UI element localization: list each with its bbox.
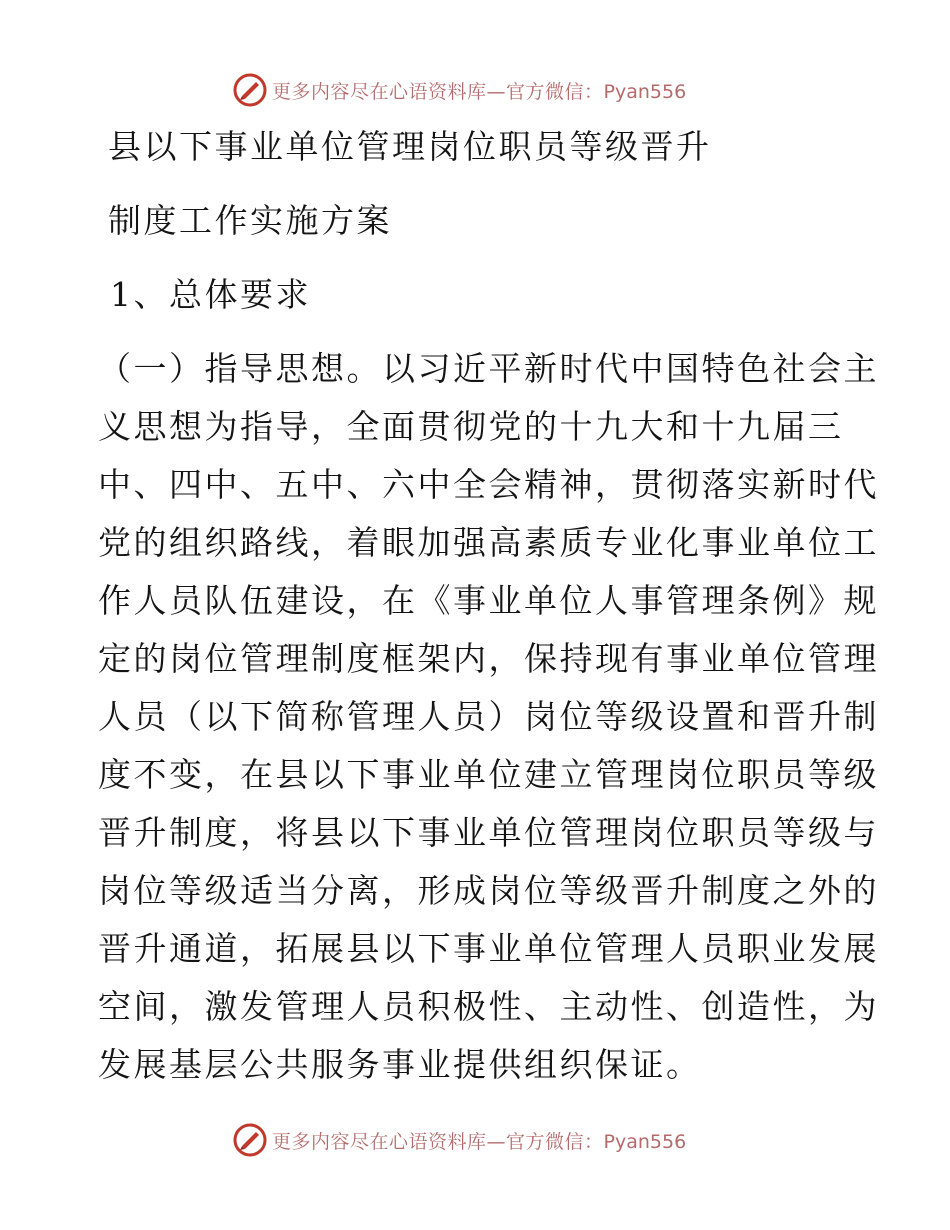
document-title-line-1: 县以下事业单位管理岗位职员等级晋升 (108, 127, 712, 166)
paragraph-line: 人员（以下简称管理人员）岗位等级设置和晋升制 (98, 697, 879, 736)
pen-logo-icon (232, 1122, 268, 1158)
document-title-line-2: 制度工作实施方案 (108, 201, 392, 240)
paragraph-line: 岗位等级适当分离，形成岗位等级晋升制度之外的 (98, 871, 879, 910)
paragraph-line: 度不变，在县以下事业单位建立管理岗位职员等级 (98, 755, 879, 794)
watermark-text: 更多内容尽在心语资料库—官方微信：Pyan556 (272, 1130, 687, 1153)
paragraph-line: （一）指导思想。以习近平新时代中国特色社会主 (98, 349, 879, 388)
paragraph-line: 党的组织路线，着眼加强高素质专业化事业单位工 (98, 523, 879, 562)
wechat-id: Pyan556 (603, 80, 687, 103)
wechat-id: Pyan556 (603, 1130, 687, 1153)
paragraph-line: 义思想为指导，全面贯彻党的十九大和十九届三 (98, 407, 844, 446)
pen-logo-icon (232, 72, 268, 108)
paragraph-line: 中、四中、五中、六中全会精神，贯彻落实新时代 (98, 465, 879, 504)
watermark-header (232, 70, 686, 110)
paragraph-line: 晋升通道，拓展县以下事业单位管理人员职业发展 (98, 929, 879, 968)
paragraph-line: 空间，激发管理人员积极性、主动性、创造性，为 (98, 987, 879, 1026)
watermark-text: 更多内容尽在心语资料库—官方微信：Pyan556 (272, 80, 687, 103)
section-heading: 1、总体要求 (110, 275, 311, 314)
paragraph-line: 发展基层公共服务事业提供组织保证。 (98, 1045, 702, 1084)
watermark-footer (232, 1120, 686, 1160)
paragraph-line: 定的岗位管理制度框架内，保持现有事业单位管理 (98, 639, 879, 678)
paragraph-line: 作人员队伍建设，在《事业单位人事管理条例》规 (98, 581, 879, 620)
paragraph-line: 晋升制度，将县以下事业单位管理岗位职员等级与 (98, 813, 879, 852)
